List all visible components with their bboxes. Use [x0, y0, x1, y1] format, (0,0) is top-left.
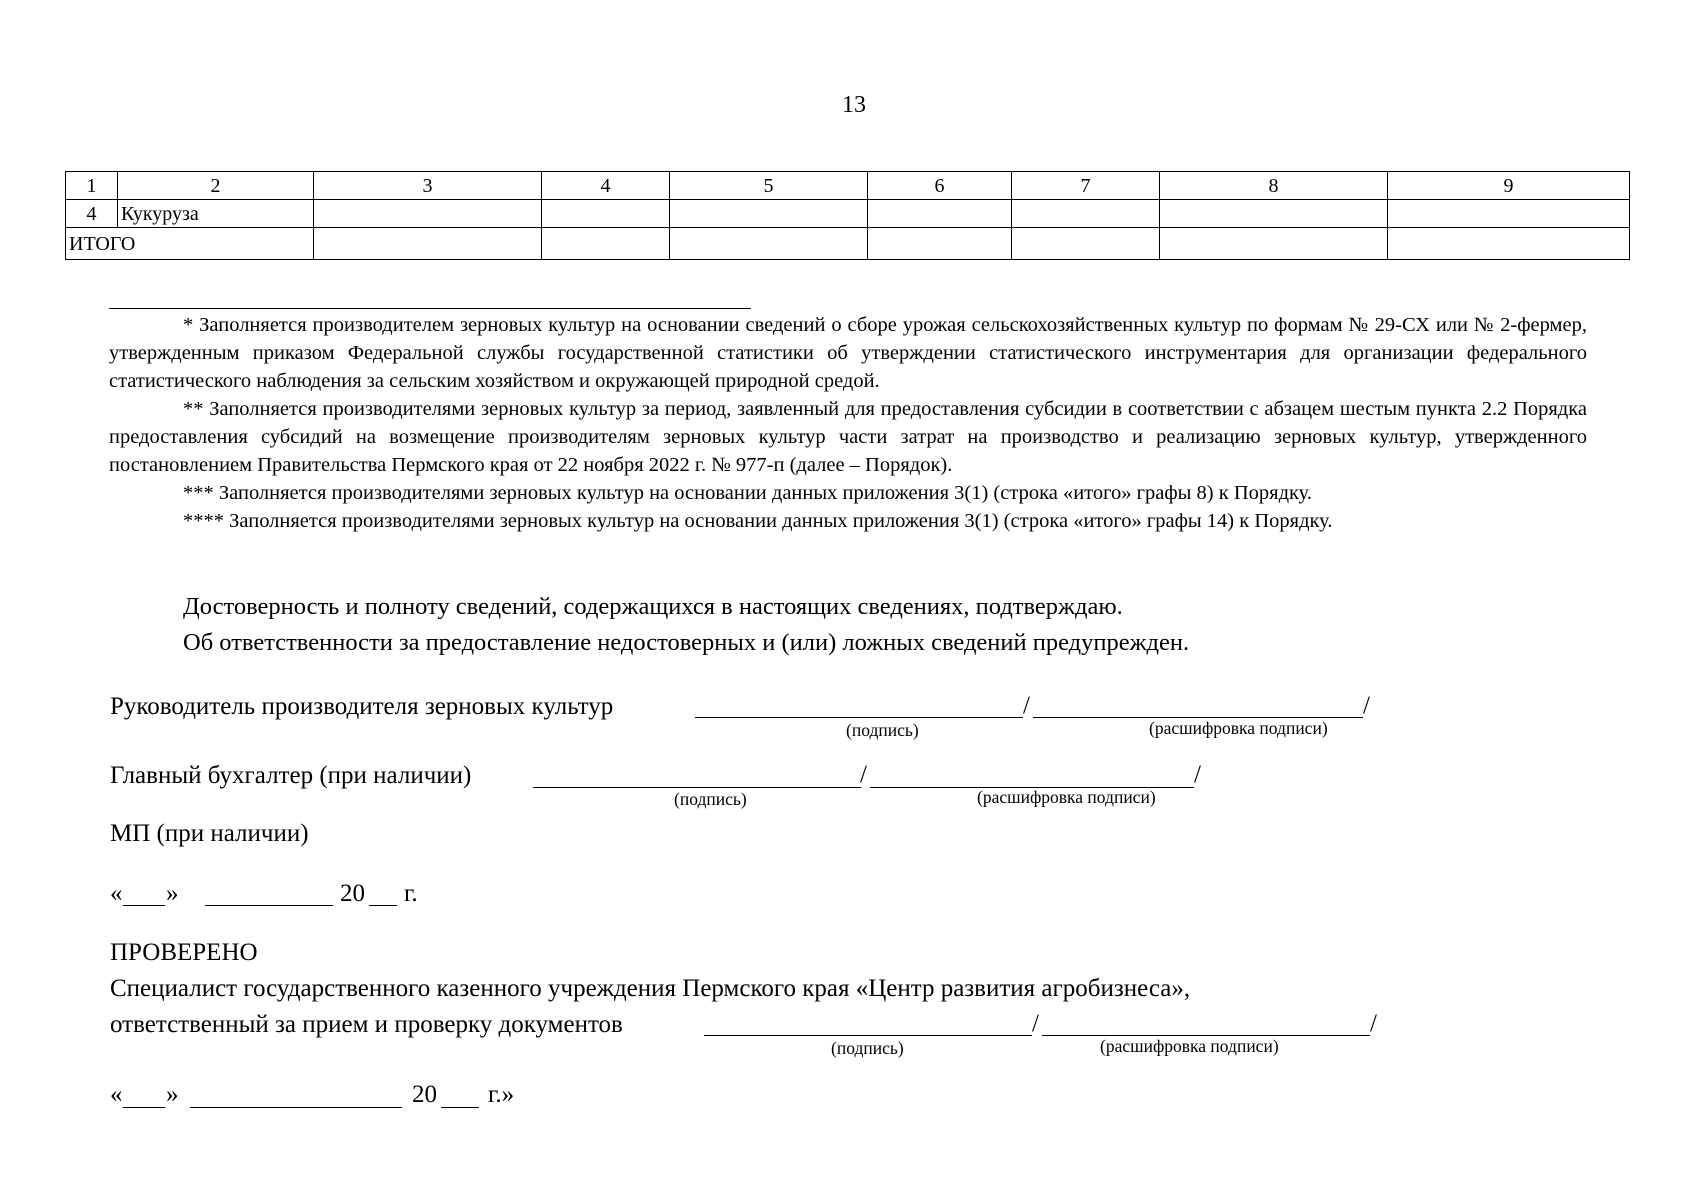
date-year-suffix: г.»	[488, 1081, 515, 1108]
header-cell: 4	[542, 172, 670, 200]
footnotes	[109, 311, 1587, 535]
total-label-cell: ИТОГО	[66, 228, 314, 260]
footnote: *** Заполняется производителями зерновых культур на основании данных приложения 3(1) (строка «итого» графы 8) к Порядку.	[183, 482, 1313, 504]
row-number-cell: 4	[66, 200, 118, 228]
declaration-line: Об ответственности за предоставление недостоверных и (или) ложных сведений предупрежден.	[183, 629, 1190, 656]
table-row	[66, 200, 1630, 228]
header-cell: 7	[1012, 172, 1160, 200]
date-close-quote: »	[166, 1081, 179, 1108]
date-year-field[interactable]	[441, 1106, 479, 1108]
verification-line: Специалист государственного казенного учреждения Пермского края «Центр развития агробизнеса»,	[110, 975, 1191, 1002]
date-day-field[interactable]	[123, 1106, 165, 1108]
date-month-field[interactable]	[190, 1106, 402, 1108]
header-cell: 5	[670, 172, 868, 200]
footnote: * Заполняется производителем зерновых культур на основании сведений о сборе урожая сельскохозяйственных культур по формам № 29-СХ или № 2-фермер, утвержденным приказом Федеральной службы государственной статистики об утверждении статистического инструментария для организации федерального статистического наблюдения за сельским хозяйством и окружающей природной средой.	[109, 314, 1587, 392]
table-cell	[1012, 200, 1160, 228]
table-cell	[542, 200, 670, 228]
footnote: **** Заполняется производителями зерновых культур на основании данных приложения 3(1) (строка «итого» графы 14) к Порядку.	[183, 510, 1333, 532]
date-year-field[interactable]	[369, 904, 397, 906]
header-cell: 1	[66, 172, 118, 200]
date-close-quote: »	[166, 880, 179, 907]
crop-name-cell: Кукуруза	[118, 200, 314, 228]
header-cell: 2	[118, 172, 314, 200]
table-cell	[670, 200, 868, 228]
date-month-field[interactable]	[205, 904, 333, 906]
signature-line[interactable]	[695, 716, 1023, 718]
decoding-caption: (расшифровка подписи)	[977, 787, 1156, 807]
table-cell	[868, 200, 1012, 228]
date-year-prefix: 20	[340, 880, 365, 907]
table-cell	[1388, 200, 1630, 228]
footnote-separator	[109, 308, 751, 309]
table-cell	[314, 200, 542, 228]
header-cell: 3	[314, 172, 542, 200]
page-number: 13	[842, 92, 866, 118]
table-cell	[1160, 228, 1388, 260]
date-open-quote: «	[110, 880, 123, 907]
signature-caption: (подпись)	[831, 1038, 904, 1058]
decoding-caption: (расшифровка подписи)	[1149, 718, 1328, 738]
slash: /	[1363, 692, 1370, 719]
slash: /	[1032, 1010, 1039, 1037]
date-year-prefix: 20	[412, 1081, 437, 1108]
head-signature-label: Руководитель производителя зерновых культур	[110, 693, 614, 720]
slash: /	[1370, 1010, 1377, 1037]
slash: /	[1194, 761, 1201, 788]
declaration-line: Достоверность и полноту сведений, содержащихся в настоящих сведениях, подтверждаю.	[183, 593, 1123, 620]
date-year-suffix: г.	[404, 880, 418, 907]
table-header-row	[66, 172, 1630, 200]
signature-caption: (подпись)	[674, 789, 747, 809]
total-row	[66, 228, 1630, 260]
table-cell	[868, 228, 1012, 260]
date-open-quote: «	[110, 1081, 123, 1108]
verification-line: ответственный за прием и проверку документов	[110, 1011, 623, 1038]
signature-line[interactable]	[704, 1034, 1032, 1036]
slash: /	[860, 761, 867, 788]
accountant-signature-label: Главный бухгалтер (при наличии)	[110, 762, 472, 789]
table-cell	[1160, 200, 1388, 228]
footnote: ** Заполняется производителями зерновых культур за период, заявленный для предоставления субсидии в соответствии с абзацем шестым пункта 2.2 Порядка предоставления субсидий на возмещение производителям зерновых культур части затрат на производство и реализацию зерновых культур, утвержденного постановлением Правительства Пермского края от 22 ноября 2022 г. № 977-п (далее – Порядок).	[109, 398, 1587, 476]
header-cell: 8	[1160, 172, 1388, 200]
verification-title: ПРОВЕРЕНО	[110, 939, 258, 966]
slash: /	[1023, 692, 1030, 719]
date-day-field[interactable]	[123, 904, 165, 906]
grain-data-table	[65, 171, 1630, 260]
table-cell	[1012, 228, 1160, 260]
table-cell	[1388, 228, 1630, 260]
table-cell	[314, 228, 542, 260]
signature-line[interactable]	[533, 786, 861, 788]
decoding-caption: (расшифровка подписи)	[1100, 1036, 1279, 1056]
table-cell	[542, 228, 670, 260]
stamp-label: МП (при наличии)	[110, 820, 309, 847]
header-cell: 9	[1388, 172, 1630, 200]
table-cell	[670, 228, 868, 260]
header-cell: 6	[868, 172, 1012, 200]
signature-caption: (подпись)	[846, 720, 919, 740]
